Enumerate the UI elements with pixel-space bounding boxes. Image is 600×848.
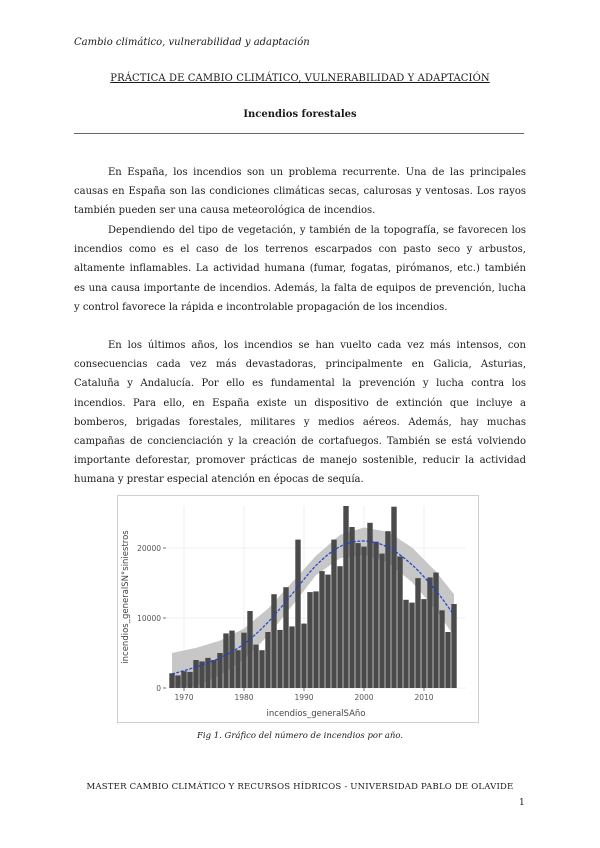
bar-1972: [193, 660, 198, 688]
fires-per-year-chart: [117, 495, 479, 723]
bar-1971: [187, 672, 192, 688]
bar-1990: [301, 624, 306, 688]
bar-1980: [241, 633, 246, 688]
bar-1994: [325, 575, 330, 688]
bar-1981: [247, 611, 252, 688]
bar-2009: [415, 578, 420, 688]
x-tick-label: 2010: [414, 693, 434, 702]
document-title: PRÁCTICA DE CAMBIO CLIMÁTICO, VULNERABILIDAD Y ADAPTACIÓN: [110, 73, 490, 84]
bar-2014: [445, 632, 450, 688]
bar-2005: [391, 507, 396, 688]
figure-caption: Fig 1. Gráfico del número de incendios por año.: [196, 731, 404, 741]
x-tick-label: 1990: [294, 693, 314, 702]
y-axis-label: incendios_generalSN°siniestros: [121, 530, 131, 664]
bar-1979: [235, 650, 240, 688]
bar-1978: [229, 631, 234, 688]
x-tick-label: 2000: [354, 693, 374, 702]
bar-1995: [331, 540, 336, 688]
paragraph-1: En España, los incendios son un problema recurrente. Una de las principales causas en España son las condiciones climáticas secas, calurosas y ventosas. Los rayos también pueden ser una causa meteorológica de incendios.: [74, 167, 526, 217]
bar-2008: [409, 603, 414, 688]
bar-1982: [253, 645, 258, 688]
page-number: 1: [519, 798, 525, 808]
bar-2000: [361, 547, 366, 688]
bar-1989: [295, 540, 300, 688]
y-tick-label: 10000: [137, 614, 161, 623]
bar-1999: [355, 543, 360, 688]
bar-2015: [451, 604, 456, 688]
bar-1984: [265, 632, 270, 688]
y-tick-label: 0: [156, 684, 161, 693]
bar-1977: [223, 633, 228, 688]
bar-1997: [343, 506, 348, 688]
paragraph-2: Dependiendo del tipo de vegetación, y también de la topografía, se favorecen los incendios como es el caso de los terrenos escarpados con pasto seco y arbustos, altamente inflamables. La actividad humana (fumar, fogatas, pirómanos, etc.) también es una causa importante de incendios. Además, la falta de equipos de prevención, lucha y control favorece la rápida e incontrolable propagación de los incendios.: [74, 225, 526, 313]
x-tick-label: 1970: [174, 693, 194, 702]
running-head: Cambio climático, vulnerabilidad y adaptación: [74, 37, 310, 48]
bar-1986: [277, 630, 282, 688]
bar-2001: [367, 523, 372, 688]
bar-1970: [181, 671, 186, 688]
bar-1975: [211, 660, 216, 688]
bar-1968: [169, 673, 174, 688]
paragraph-3: En los últimos años, los incendios se han vuelto cada vez más intensos, con consecuencias cada vez más devastadoras, principalmente en Galicia, Asturias, Cataluña y Andalucía. Por ello es fundamental la prevención y lucha contra los incendios. Para ello, en España existe un dispositivo de extinción que incluye a bomberos, brigadas forestales, militares y medios aéreos. Además, hay muchas campañas de concienciación y la creación de cortafuegos. También se está volviendo importante deforestar, promover prácticas de manejo sostenible, reducir la actividad humana y prestar especial atención en épocas de sequía.: [74, 340, 526, 486]
bar-1983: [259, 650, 264, 688]
bar-1998: [349, 527, 354, 688]
bar-2003: [379, 554, 384, 688]
bar-1985: [271, 594, 276, 688]
bar-1993: [319, 571, 324, 688]
bar-1969: [175, 675, 180, 688]
bar-1988: [289, 626, 294, 688]
bar-2002: [373, 542, 378, 688]
bar-1992: [313, 591, 318, 688]
bar-2013: [439, 610, 444, 688]
bar-2011: [427, 577, 432, 688]
y-tick-label: 20000: [137, 544, 161, 553]
bar-1991: [307, 592, 312, 688]
bar-2007: [403, 600, 408, 688]
document-subtitle: Incendios forestales: [243, 109, 357, 120]
bar-2010: [421, 599, 426, 688]
chart-svg: [118, 496, 478, 722]
bar-2006: [397, 556, 402, 688]
x-tick-label: 1980: [234, 693, 254, 702]
x-axis-label: incendios_generalSAño: [266, 709, 366, 719]
footer-text: MASTER CAMBIO CLIMÁTICO Y RECURSOS HÍDRICOS - UNIVERSIDAD PABLO DE OLAVIDE: [86, 782, 514, 792]
title-divider: [74, 133, 524, 134]
bar-2004: [385, 531, 390, 688]
bar-1996: [337, 566, 342, 688]
